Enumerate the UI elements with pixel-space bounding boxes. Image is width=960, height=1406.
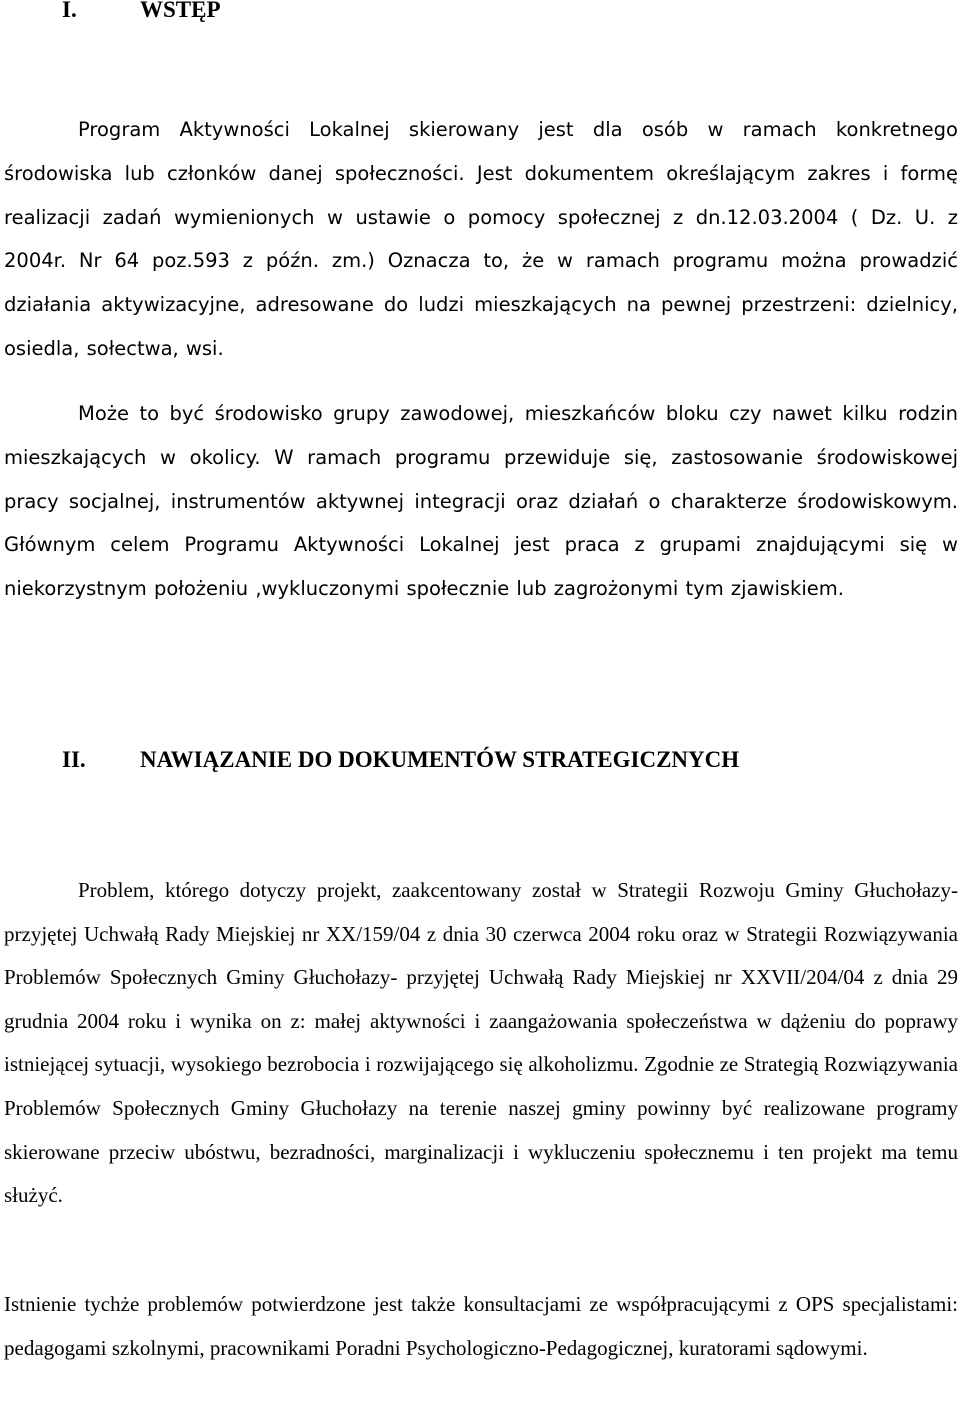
section-1-paragraph-2: Może to być środowisko grupy zawodowej, mieszkańców bloku czy nawet kilku rodzin mieszkających w okolicy. W ramach programu przewiduje się, zastosowanie środowiskowej pracy socjalnej, instrumentów aktywnej integracji oraz działań o charakterze środowiskowym. Głównym celem Programu Aktywności Lokalnej jest praca z grupami znajdującymi się w niekorzystnym położeniu ,wykluczonymi społecznie lub zagrożonymi tym zjawiskiem.: [4, 402, 958, 601]
section-2-paragraph-1: Problem, którego dotyczy projekt, zaakcentowany został w Strategii Rozwoju Gminy Głuchołazy- przyjętej Uchwałą Rady Miejskiej nr XX/159/04 z dnia 30 czerwca 2004 roku oraz w Strategii Rozwiązywania Problemów Społecznych Gminy Głuchołazy- przyjętej Uchwałą Rady Miejskiej nr XXVII/204/04 z dnia 29 grudnia 2004 roku i wynika on z: małej aktywności i zaangażowania społeczeństwa w dążeniu do poprawy istniejącej sytuacji, wysokiego bezrobocia i rozwijającego się alkoholizmu. Zgodnie ze Strategią Rozwiązywania Problemów Społecznych Gminy Głuchołazy na terenie naszej gminy powinny być realizowane programy skierowane przeciw ubóstwu, bezradności, marginalizacji i wykluczeniu społecznemu i ten projekt ma temu służyć.: [4, 878, 958, 1208]
section-2-title: NAWIĄZANIE DO DOKUMENTÓW STRATEGICZNYCH: [140, 747, 740, 772]
section-2-number: II.: [62, 747, 86, 772]
section-1-title: WSTĘP: [140, 0, 221, 22]
section-2-paragraph-2: Istnienie tychże problemów potwierdzone jest także konsultacjami ze współpracującymi z OPS specjalistami: pedagogami szkolnymi, pracownikami Poradni Psychologiczno-Pedagogicznej, kuratorami sądowymi.: [4, 1292, 958, 1360]
section-1-paragraph-1: Program Aktywności Lokalnej skierowany jest dla osób w ramach konkretnego środowiska lub członków danej społeczności. Jest dokumentem określającym zakres i formę realizacji zadań wymienionych w ustawie o pomocy społecznej z dn.12.03.2004 ( Dz. U. z 2004r. Nr 64 poz.593 z późn. zm.) Oznacza to, że w ramach programu można prowadzić działania aktywizacyjne, adresowane do ludzi mieszkających na pewnej przestrzeni: dzielnicy, osiedla, sołectwa, wsi.: [4, 118, 958, 360]
section-1-heading: [62, 0, 221, 24]
section-2-heading: [62, 746, 740, 774]
section-1-number: I.: [62, 0, 77, 22]
